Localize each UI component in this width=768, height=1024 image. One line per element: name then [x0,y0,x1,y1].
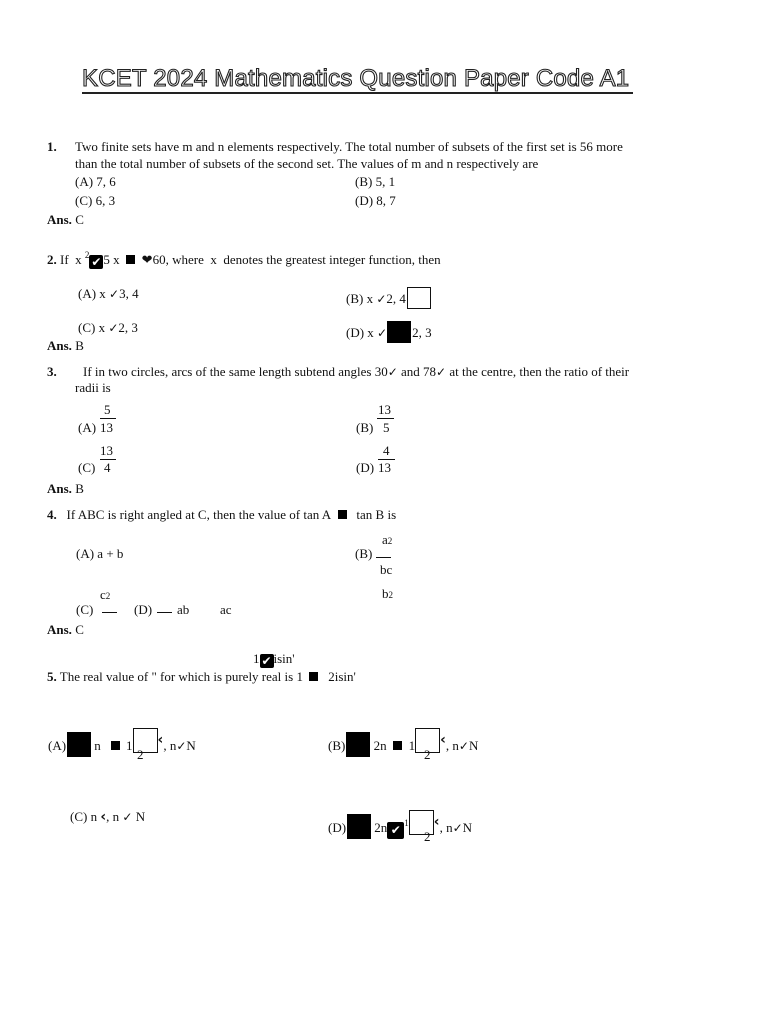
angle-icon: ‹ [157,732,164,748]
q4-answer [47,623,84,636]
q1-option-c: (C) 6, 3 [75,193,116,208]
q4-option-b-label: (B) [355,546,373,561]
check-icon: ✔ [387,822,404,839]
q2-option-d: (D) x ✓ 2, 3 [346,321,432,343]
square-icon [393,741,402,750]
q5-fraction-top: 1 ✔ isin' [253,651,295,668]
vee-icon: ✓ [176,739,187,753]
q4-d-numerator: b2 [382,586,393,601]
vee-icon: ✓ [387,365,398,379]
q3-option-d-label: (D) [356,460,375,475]
q3-text-line1: If in two circles, arcs of the same length subtend angles 30✓ and 78✓ at the centre, then the ratio of their [83,364,630,379]
q2-stem: 2. If x $^2$ ✔ 5 x ❤60, where x denotes the greatest integer function, then [47,250,441,269]
vee-icon: ✓ [108,321,119,335]
q1-option-d: (D) 8, 7 [355,193,396,208]
q2-option-a: (A) x ✓3, 4 [78,286,139,301]
q5-b-denominator: 2 [424,747,431,762]
q5-option-a: (A) n 1 ‹, n✓N [48,728,196,757]
angle-icon: ‹ [440,732,446,748]
filled-box-icon [346,732,370,757]
q1-answer [47,213,84,226]
q1-text-line1: Two finite sets have m and n elements respectively. The total number of subsets of the first set is 56 more [75,139,623,154]
answer-value: C [75,212,84,227]
answer-label: Ans. [47,212,72,227]
q3-number: 3. [47,364,57,379]
q3-option-b-label: (B) [356,420,374,435]
q5-option-b: (B) 2n 1 ‹, n✓N [328,728,478,757]
angle-icon: ‹ [100,809,107,825]
answer-value: C [75,622,84,637]
q5-d-denominator: 2 [424,829,431,844]
q4-stem: 4. If ABC is right angled at C, then the value of tan A tan B is [47,507,397,522]
q3-answer [47,482,84,495]
q3-c-numerator: 13 [100,443,113,458]
q4-b-denominator: bc [380,562,393,577]
q3-d-denominator: 13 [378,460,391,475]
q1-option-b: (B) 5, 1 [355,174,396,189]
q3-a-numerator: 5 [104,402,111,417]
vee-icon: ✓ [376,292,387,306]
q4-c-numerator: c2 [100,587,111,602]
q4-d-ac: ac [220,602,232,617]
q1-number: 1. [47,139,57,154]
answer-value: B [75,481,84,496]
fraction-bar [376,557,391,558]
q1-text-line2: than the total number of subsets of the second set. The values of m and n respectively are [75,156,539,171]
q3-c-denominator: 4 [104,460,111,475]
q2-option-c: (C) x ✓2, 3 [78,320,138,335]
vee-icon: ✓ [436,365,447,379]
fraction-bar [157,612,172,613]
q5-option-c: (C) n ‹, n ✓ N [70,809,146,825]
q3-text-line2: radii is [75,380,111,395]
vee-icon: ✓ [458,739,469,753]
fraction-bar [102,612,117,613]
square-icon [309,672,318,681]
empty-box-icon [407,287,431,309]
q4-option-d-label: (D) [134,602,153,617]
vee-icon: ✓ [452,821,463,835]
q4-b-numerator: a2 [382,532,393,547]
filled-box-icon [347,814,371,839]
q5-stem: 5. The real value of " for which is purely real is 1 2isin' [47,669,356,684]
angle-icon: ‹ [433,814,440,830]
answer-label: Ans. [47,481,72,496]
q4-option-a: (A) a + b [76,546,124,561]
q4-d-ab: ab [177,602,190,617]
title-underline [82,92,633,94]
square-icon [338,510,347,519]
q1-option-a: (A) 7, 6 [75,174,116,189]
q3-b-denominator: 5 [383,420,390,435]
q3-b-numerator: 13 [378,402,391,417]
q5-number: 5. [47,669,57,684]
q2-option-b: (B) x ✓2, 4 [346,287,431,309]
q4-option-c-label: (C) [76,602,94,617]
q2-answer [47,339,84,352]
vee-icon: ✓ [122,810,133,824]
answer-label: Ans. [47,338,72,353]
square-icon [126,255,135,264]
fraction-bar [377,418,394,419]
answer-value: B [75,338,84,353]
check-icon: ✔ [261,654,272,668]
filled-box-icon [387,321,411,343]
q3-a-denominator: 13 [100,420,113,435]
q3-option-c-label: (C) [78,460,96,475]
q5-option-d: (D) 2n ✔ $^1$ ‹, n✓N [328,810,472,839]
fraction-bar [100,418,116,419]
vee-icon: ✓ [377,326,388,340]
filled-box-icon [67,732,91,757]
page-title: KCET 2024 Mathematics Question Paper Code A1 [82,65,630,92]
q4-number: 4. [47,507,57,522]
check-icon: ✔ [91,255,102,269]
q3-d-numerator: 4 [383,443,390,458]
heart-icon: ❤ [141,253,153,268]
q3-option-a-label: (A) [78,420,97,435]
vee-icon: ✓ [109,287,120,301]
square-icon [111,741,120,750]
answer-label: Ans. [47,622,72,637]
q5-a-denominator: 2 [137,747,144,762]
q2-number: 2. [47,252,57,267]
